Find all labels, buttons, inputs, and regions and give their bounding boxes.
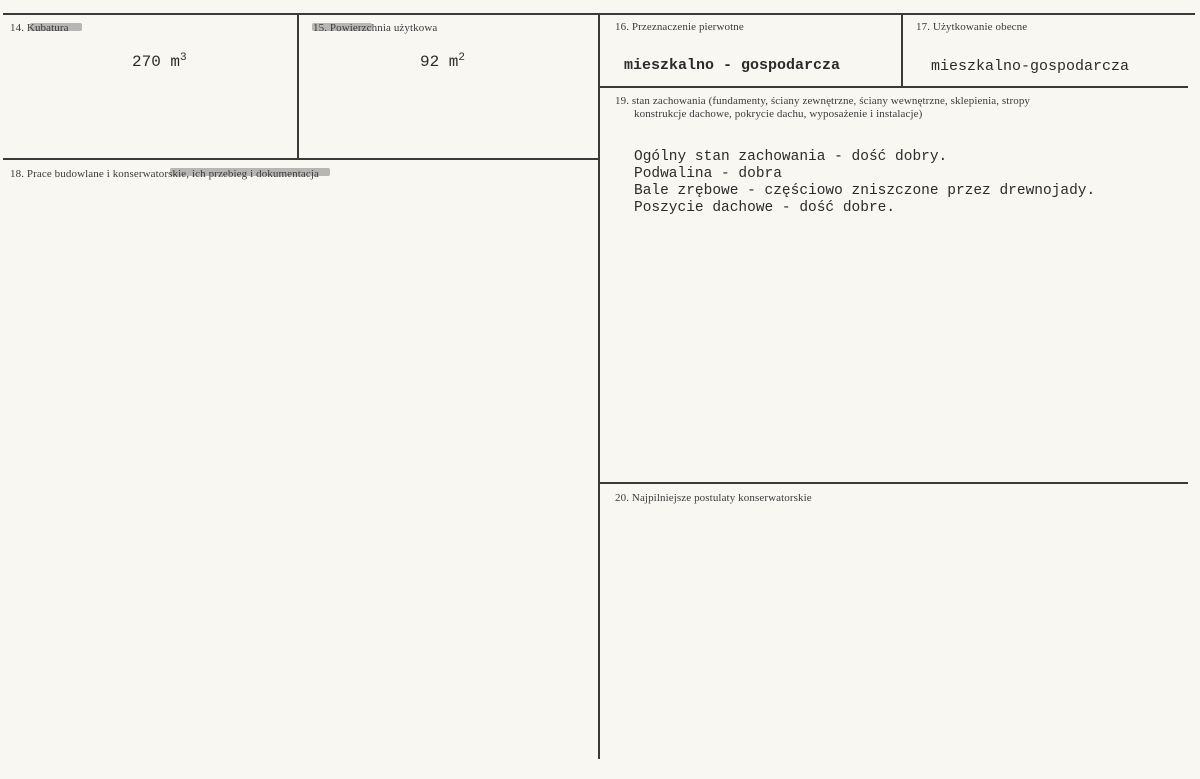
field-19-label-line1: 19. stan zachowania (fundamenty, ściany zewnętrzne, ściany wewnętrzne, sklepienia, stropy [615,95,1031,107]
area-value: 92 m [420,53,459,71]
condition-text [634,149,1095,217]
condition-line: Bale zrębowe - częściowo zniszczone przez drewnojady. [634,183,1096,199]
condition-line: Ogólny stan zachowania - dość dobry. [634,149,948,165]
field-14-value [132,52,187,71]
condition-line: Poszycie dachowe - dość dobre. [634,200,896,216]
volume-value: 270 m [132,53,181,71]
field-14-label: 14. Kubatura [10,22,69,34]
area-unit-exponent: 2 [458,52,466,64]
condition-line: Podwalina - dobra [634,166,782,182]
field-19-label-line2: konstrukcje dachowe, pokrycie dachu, wyposażenie i instalacje) [634,108,923,120]
line-under-14-15 [3,158,599,160]
divider-14-15 [297,14,299,159]
field-17-label: 17. Użytkowanie obecne [916,21,1028,33]
volume-unit-exponent: 3 [180,52,187,64]
line-under-19 [598,482,1188,484]
divider-16-17 [901,14,903,87]
field-15-value [420,52,465,71]
field-18-label: 18. Prace budowlane i konserwatorskie, ich przebieg i dokumentacja [10,168,319,180]
field-20-label: 20. Najpilniejsze postulaty konserwatorskie [615,492,812,504]
field-16-label: 16. Przeznaczenie pierwotne [615,21,744,33]
field-16-value: mieszkalno - gospodarcza [624,57,841,74]
line-under-16-17 [598,86,1188,88]
field-17-value: mieszkalno-gospodarcza [931,58,1130,75]
field-15-label: 15. Powierzchnia użytkowa [313,22,438,34]
main-vertical-divider [598,14,600,759]
